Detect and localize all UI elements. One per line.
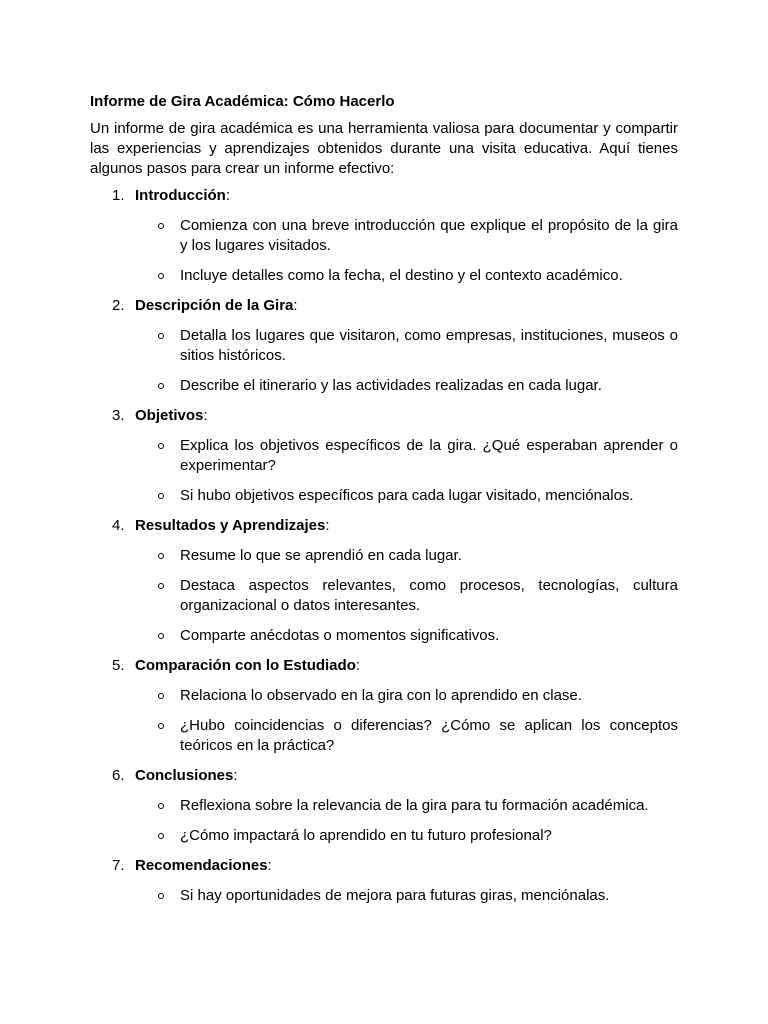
section-number: 1. [112, 187, 125, 204]
bullet-text: Reflexiona sobre la relevancia de la gira para tu formación académica. [180, 797, 649, 814]
bullet-text: Explica los objetivos específicos de la gira. ¿Qué esperaban aprender o experimentar? [180, 437, 678, 474]
bullet-text: Resume lo que se aprendió en cada lugar. [180, 547, 462, 564]
section-number: 6. [112, 767, 125, 784]
bullet-list [90, 686, 678, 756]
section-heading [90, 296, 678, 316]
section-title-suffix: : [233, 767, 238, 784]
bullet-item [90, 266, 678, 286]
section-title: Conclusiones [135, 767, 234, 784]
section-title: Recomendaciones [135, 857, 268, 874]
hollow-circle-bullet-icon [158, 383, 164, 389]
bullet-text: Describe el itinerario y las actividades realizadas en cada lugar. [180, 377, 602, 394]
hollow-circle-bullet-icon [158, 803, 164, 809]
hollow-circle-bullet-icon [158, 223, 164, 229]
section-item [90, 766, 678, 846]
bullet-item [90, 716, 678, 756]
hollow-circle-bullet-icon [158, 833, 164, 839]
section-heading [90, 516, 678, 536]
section-heading [90, 656, 678, 676]
document-title: Informe de Gira Académica: Cómo Hacerlo [90, 93, 395, 110]
bullet-item [90, 576, 678, 616]
section-item [90, 186, 678, 286]
hollow-circle-bullet-icon [158, 693, 164, 699]
bullet-text: Destaca aspectos relevantes, como procesos, tecnologías, cultura organizacional o datos interesantes. [180, 577, 678, 614]
bullet-item [90, 216, 678, 256]
section-heading [90, 856, 678, 876]
section-heading [90, 186, 678, 206]
hollow-circle-bullet-icon [158, 893, 164, 899]
bullet-item [90, 686, 678, 706]
bullet-item [90, 796, 678, 816]
hollow-circle-bullet-icon [158, 273, 164, 279]
section-number: 2. [112, 297, 125, 314]
section-heading [90, 406, 678, 426]
bullet-item [90, 546, 678, 566]
section-title: Descripción de la Gira [135, 297, 294, 314]
section-title: Objetivos [135, 407, 204, 424]
section-title-suffix: : [225, 187, 230, 204]
section-item [90, 296, 678, 396]
bullet-text: Incluye detalles como la fecha, el destino y el contexto académico. [180, 267, 623, 284]
intro-paragraph: Un informe de gira académica es una herramienta valiosa para documentar y compartir las experiencias y aprendizajes obtenidos durante una visita educativa. Aquí tienes algunos pasos para crear un informe efectivo: [90, 120, 678, 177]
bullet-item [90, 486, 678, 506]
section-title-suffix: : [203, 407, 208, 424]
section-title-suffix: : [267, 857, 272, 874]
bullet-text: Comienza con una breve introducción que explique el propósito de la gira y los lugares visitados. [180, 217, 678, 254]
section-title: Introducción [135, 187, 226, 204]
bullet-text: Si hubo objetivos específicos para cada lugar visitado, menciónalos. [180, 487, 634, 504]
bullet-text: Comparte anécdotas o momentos significativos. [180, 627, 500, 644]
section-title: Comparación con lo Estudiado [135, 657, 356, 674]
hollow-circle-bullet-icon [158, 583, 164, 589]
bullet-list [90, 886, 678, 906]
bullet-text: Detalla los lugares que visitaron, como empresas, instituciones, museos o sitios históricos. [180, 327, 678, 364]
section-item [90, 406, 678, 506]
bullet-list [90, 796, 678, 846]
bullet-list [90, 546, 678, 646]
hollow-circle-bullet-icon [158, 723, 164, 729]
section-heading [90, 766, 678, 786]
bullet-item [90, 626, 678, 646]
section-number: 7. [112, 857, 125, 874]
bullet-list [90, 216, 678, 286]
bullet-item [90, 376, 678, 396]
hollow-circle-bullet-icon [158, 333, 164, 339]
section-number: 5. [112, 657, 125, 674]
hollow-circle-bullet-icon [158, 493, 164, 499]
hollow-circle-bullet-icon [158, 553, 164, 559]
section-title-suffix: : [293, 297, 298, 314]
section-item [90, 516, 678, 646]
bullet-item [90, 436, 678, 476]
document-page [90, 92, 678, 916]
bullet-list [90, 436, 678, 506]
section-title-suffix: : [325, 517, 330, 534]
section-title-suffix: : [355, 657, 361, 674]
bullet-list [90, 326, 678, 396]
section-number: 3. [112, 407, 125, 424]
section-list [90, 186, 678, 906]
bullet-item [90, 826, 678, 846]
section-item [90, 656, 678, 756]
section-item [90, 856, 678, 906]
bullet-item [90, 886, 678, 906]
section-number: 4. [112, 517, 125, 534]
hollow-circle-bullet-icon [158, 633, 164, 639]
hollow-circle-bullet-icon [158, 443, 164, 449]
bullet-item [90, 326, 678, 366]
bullet-text: ¿Hubo coincidencias o diferencias? ¿Cómo se aplican los conceptos teóricos en la práctica? [180, 717, 678, 754]
bullet-text: Si hay oportunidades de mejora para futuras giras, menciónalas. [180, 887, 610, 904]
bullet-text: Relaciona lo observado en la gira con lo aprendido en clase. [180, 687, 582, 704]
bullet-text: ¿Cómo impactará lo aprendido en tu futuro profesional? [180, 827, 552, 844]
section-title: Resultados y Aprendizajes [135, 517, 326, 534]
